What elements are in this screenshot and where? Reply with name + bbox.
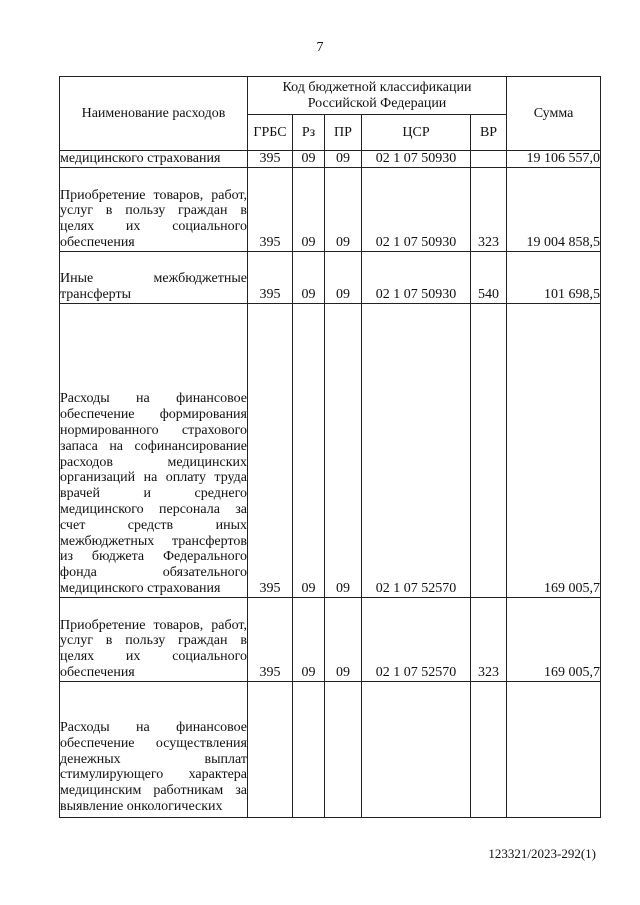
page-number: 7 [316,40,324,55]
row-pr [325,681,362,817]
row-sum: 169 005,7 [507,303,601,597]
row-vr: 323 [471,167,507,251]
row-name: Расходы на финансовое обеспечение формирования нормированного страхового запаса на софинансирование расходов медицинских организаций на оплату труда врачей и среднего медицинского персонала за счет средств иных межбюджетных трансфертов из бюджета Федерального фонда обязательного медицинского страхования [60,303,248,597]
row-vr: 323 [471,597,507,681]
row-sum: 101 698,5 [507,251,601,303]
document-code: 123321/2023-292(1) [488,846,596,861]
row-csr: 02 1 07 52570 [362,597,471,681]
table-row [60,167,601,251]
row-name: Приобретение товаров, работ, услуг в пользу граждан в целях их социального обеспечения [60,167,248,251]
row-grbs: 395 [248,303,293,597]
row-name: медицинского страхования [60,151,248,168]
row-pr: 09 [325,151,362,168]
row-pr: 09 [325,167,362,251]
row-rz: 09 [293,597,325,681]
row-rz: 09 [293,167,325,251]
row-grbs: 395 [248,167,293,251]
row-grbs: 395 [248,251,293,303]
row-rz [293,681,325,817]
row-sum [507,681,601,817]
header-pr: ПР [325,115,362,151]
row-csr: 02 1 07 50930 [362,167,471,251]
row-csr: 02 1 07 50930 [362,151,471,168]
row-vr [471,681,507,817]
header-code-group: Код бюджетной классификации Российской Федерации [248,77,507,115]
row-vr [471,303,507,597]
row-pr: 09 [325,251,362,303]
row-grbs [248,681,293,817]
row-vr: 540 [471,251,507,303]
header-grbs: ГРБС [248,115,293,151]
header-sum: Сумма [507,77,601,151]
row-rz: 09 [293,251,325,303]
row-grbs: 395 [248,597,293,681]
row-vr [471,151,507,168]
row-sum: 169 005,7 [507,597,601,681]
budget-table [59,76,601,818]
table-row [60,251,601,303]
table-row [60,151,601,168]
row-name: Приобретение товаров, работ, услуг в пользу граждан в целях их социального обеспечения [60,597,248,681]
row-sum: 19 004 858,5 [507,167,601,251]
header-vr: ВР [471,115,507,151]
row-sum: 19 106 557,0 [507,151,601,168]
table-row [60,303,601,597]
header-csr: ЦСР [362,115,471,151]
row-rz: 09 [293,151,325,168]
row-name: Иные межбюджетные трансферты [60,251,248,303]
row-csr [362,681,471,817]
row-name: Расходы на финансовое обеспечение осуществления денежных выплат стимулирующего характера медицинским работникам за выявление онкологических [60,681,248,817]
row-pr: 09 [325,303,362,597]
header-rz: Рз [293,115,325,151]
row-grbs: 395 [248,151,293,168]
table-row [60,681,601,817]
header-name: Наименование расходов [60,77,248,151]
row-pr: 09 [325,597,362,681]
table-row [60,597,601,681]
row-csr: 02 1 07 52570 [362,303,471,597]
row-csr: 02 1 07 50930 [362,251,471,303]
row-rz: 09 [293,303,325,597]
